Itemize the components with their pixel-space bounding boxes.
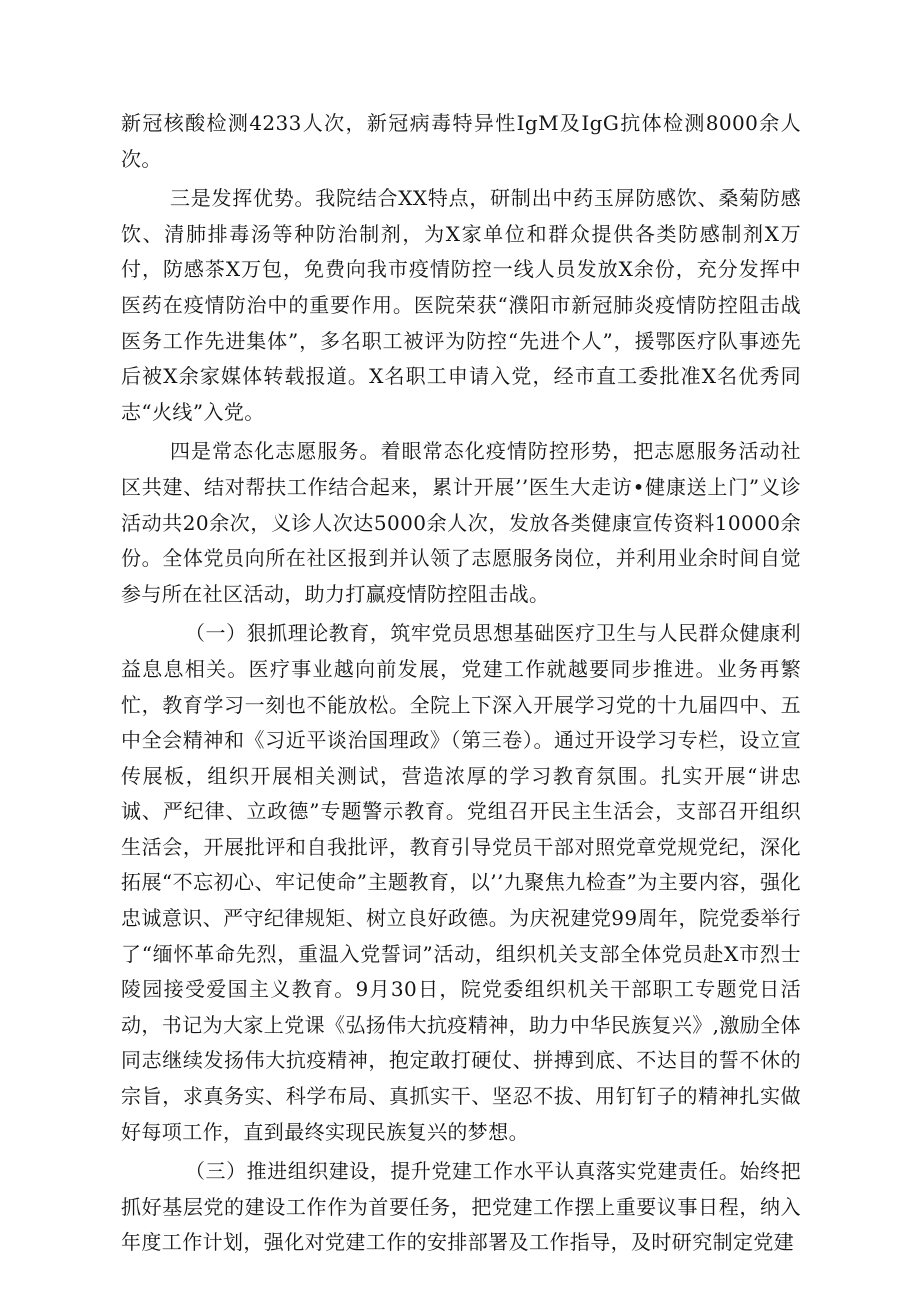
paragraph-volunteer-service: 四是常态化志愿服务。着眼常态化疫情防控形势，把志愿服务活动社区共建、结对帮扶工作结合起来，累计开展’’医生大走访•健康送上门”义诊活动共20余次，义诊人次达5000余人次，发放各类健康宣传资料10000余份。全体党员向所在社区报到并认领了志愿服务岗位，并利用业余时间自觉参与所在社区活动，助力打赢疫情防控阻击战。 [121, 439, 801, 606]
document-page [121, 106, 801, 1261]
paragraph-organization-building: （三）推进组织建设，提升党建工作水平认真落实党建责任。始终把抓好基层党的建设工作作为首要任务，把党建工作摆上重要议事日程，纳入年度工作计划，强化对党建工作的安排部署及工作指导，及时研究制定党建 [121, 1159, 801, 1255]
paragraph-test-results: 新冠核酸检测4233人次，新冠病毒特异性IgM及IgG抗体检测8000余人次。 [121, 111, 801, 171]
paragraph-theory-education: （一）狠抓理论教育，筑牢党员思想基础医疗卫生与人民群众健康利益息息相关。医疗事业越向前发展，党建工作就越要同步推进。业务再繁忙，教育学习一刻也不能放松。全院上下深入开展学习党的十九届四中、五中全会精神和《习近平谈治国理政》（第三卷）。通过开设学习专栏，设立宣传展板，组织开展相关测试，营造浓厚的学习教育氛围。扎实开展“讲忠诚、严纪律、立政德”专题警示教育。党组召开民主生活会，支部召开组织生活会，开展批评和自我批评，教育引导党员干部对照党章党规党纪，深化拓展“不忘初心、牢记使命”主题教育，以’’九聚焦九检查”为主要内容，强化忠诚意识、严守纪律规矩、树立良好政德。为庆祝建党99周年，院党委举行了“缅怀革命先烈，重温入党誓词”活动，组织机关支部全体党员赴X市烈士陵园接受爱国主义教育。9月30日，院党委组织机关干部职工专题党日活动，书记为大家上党课《弘扬伟大抗疫精神，助力中华民族复兴》,激励全体同志继续发扬伟大抗疫精神，抱定敢打硬仗、拼搏到底、不达目的誓不休的宗旨，求真务实、科学布局、真抓实干、坚忍不拔、用钉钉子的精神扎实做好每项工作，直到最终实现民族复兴的梦想。 [121, 621, 801, 1144]
paragraph-advantages: 三是发挥优势。我院结合XX特点，研制出中药玉屏防感饮、桑菊防感饮、清肺排毒汤等种防治制剂，为X家单位和群众提供各类防感制剂X万付，防感茶X万包，免费向我市疫情防控一线人员发放X余份，充分发挥中医药在疫情防治中的重要作用。医院荣获“濮阳市新冠肺炎疫情防控阻击战医务工作先进集体”，多名职工被评为防控“先进个人”，援鄂医疗队事迹先后被X余家媒体转载报道。X名职工申请入党，经市直工委批准X名优秀同志“火线”入党。 [121, 186, 801, 424]
